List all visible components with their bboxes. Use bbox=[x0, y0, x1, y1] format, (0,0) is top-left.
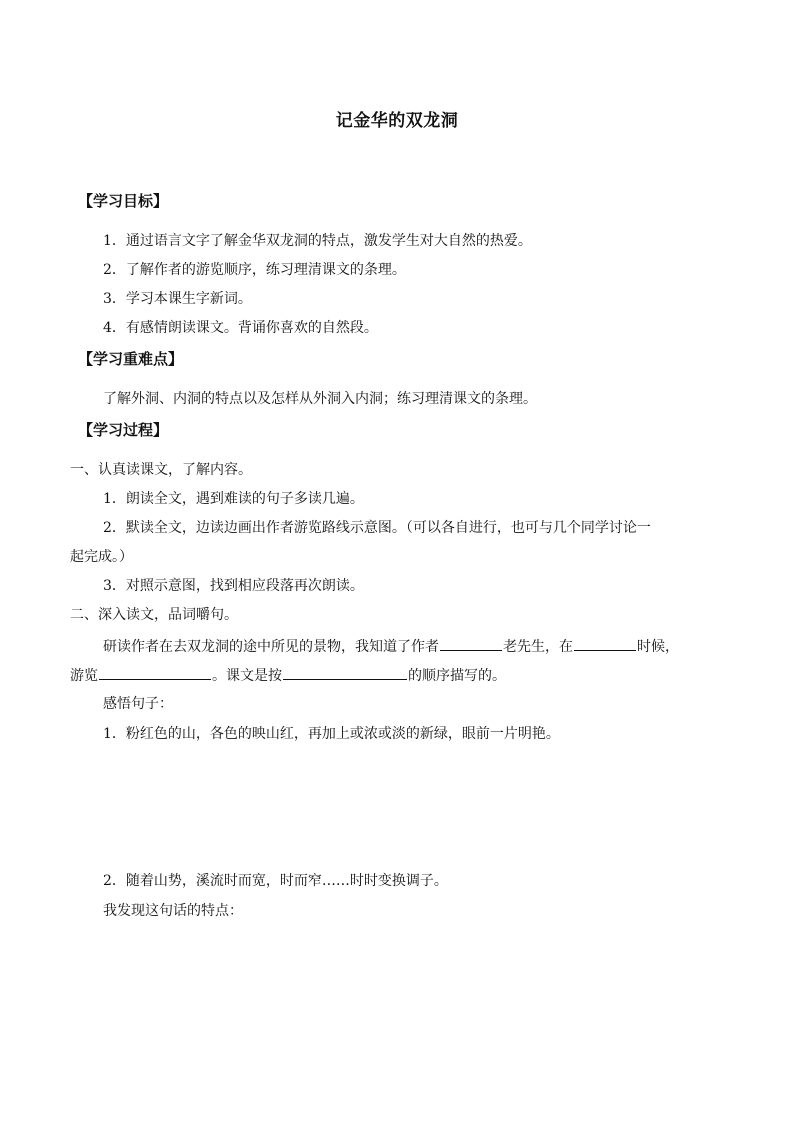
finding-label: 我发现这句话的特点： bbox=[103, 903, 243, 919]
part1-title: 一、认真读课文，了解内容。 bbox=[70, 462, 252, 478]
part1-item: 3．对照示意图，找到相应段落再次朗读。 bbox=[103, 578, 364, 594]
key-points-text: 了解外洞、内洞的特点以及怎样从外洞入内洞；练习理清课文的条理。 bbox=[103, 391, 537, 407]
section-heading-process: 【学习过程】 bbox=[78, 421, 169, 439]
fill-blank[interactable] bbox=[440, 636, 502, 651]
goal-item: 1．通过语言文字了解金华双龙洞的特点，激发学生对大自然的热爱。 bbox=[103, 233, 532, 249]
section-heading-goals: 【学习目标】 bbox=[78, 192, 169, 210]
part1-item: 2．默读全文，边读边画出作者游览路线示意图。（可以各自进行，也可与几个同学讨论一 bbox=[103, 520, 651, 536]
sentence-item: 2．随着山势，溪流时而宽，时而窄……时时变换调子。 bbox=[103, 873, 448, 889]
fill-blank[interactable] bbox=[99, 665, 211, 680]
fill-text: 游览 bbox=[70, 668, 98, 684]
part2-title: 二、深入读文，品词嚼句。 bbox=[70, 607, 238, 623]
part1-item-continued: 起完成。） bbox=[70, 549, 133, 565]
sentence-item: 1．粉红色的山，各色的映山红，再加上或浓或淡的新绿，眼前一片明艳。 bbox=[103, 726, 560, 742]
fill-text: 。课文是按 bbox=[212, 668, 282, 684]
document-title: 记金华的双龙洞 bbox=[335, 111, 459, 131]
fill-text: 老先生，在 bbox=[503, 639, 573, 655]
fill-text: 研读作者在去双龙洞的途中所见的景物，我知道了作者 bbox=[103, 639, 439, 655]
fill-text: 的顺序描写的。 bbox=[408, 668, 506, 684]
section-heading-key-points: 【学习重难点】 bbox=[78, 350, 184, 368]
fill-in-sentence-line1 bbox=[103, 636, 679, 657]
fill-text: 时候， bbox=[637, 639, 679, 655]
part1-item: 1．朗读全文，遇到难读的句子多读几遍。 bbox=[103, 491, 364, 507]
goal-item: 4．有感情朗读课文。背诵你喜欢的自然段。 bbox=[103, 320, 378, 336]
goal-item: 2．了解作者的游览顺序，练习理清课文的条理。 bbox=[103, 262, 406, 278]
goal-item: 3．学习本课生字新词。 bbox=[103, 291, 252, 307]
fill-blank[interactable] bbox=[283, 665, 407, 680]
fill-in-sentence-line2 bbox=[70, 665, 506, 686]
sense-label: 感悟句子： bbox=[103, 696, 173, 712]
fill-blank[interactable] bbox=[574, 636, 636, 651]
